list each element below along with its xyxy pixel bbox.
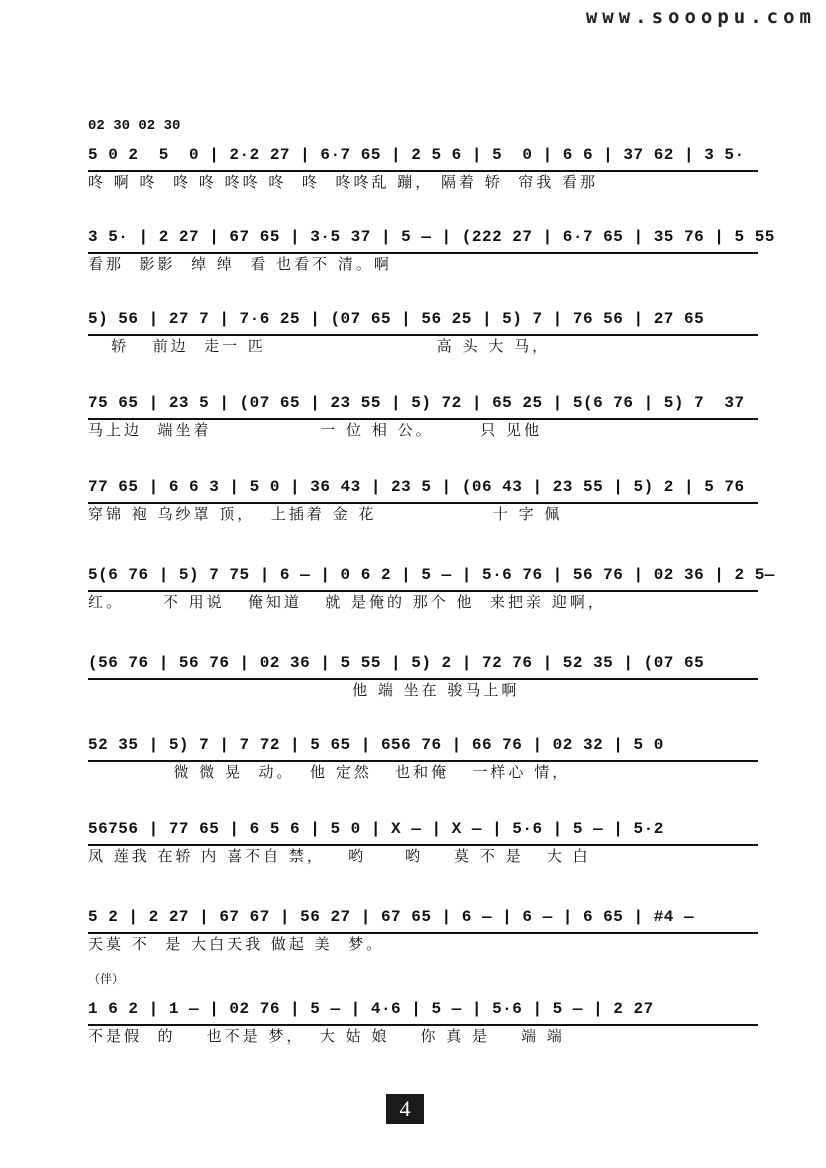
notes-text: 1 6 2 | 1 — | 02 76 | 5 — | 4·6 | 5 — | 5·6 | 5 — | 2 27 (88, 1000, 654, 1018)
numbered-notes (88, 902, 758, 934)
accompaniment-mark: （伴） (88, 972, 125, 986)
numbered-notes (88, 304, 758, 336)
notes-text: 75 65 | 23 5 | (07 65 | 23 55 | 5) 72 | 65 25 | 5(6 76 | 5) 7 37 (88, 394, 745, 412)
lyrics-line: 穿锦 袍 乌纱罩 顶， 上插着 金 花 十 字 佩 (88, 505, 563, 523)
lyrics-line: 看那 影影 绰 绰 看 也看不 清。啊 (88, 255, 392, 273)
notes-text: 5(6 76 | 5) 7 75 | 6 — | 0 6 2 | 5 — | 5·6 76 | 56 76 | 02 36 | 2 5— (88, 566, 775, 584)
lyrics-line: 红。 不 用说 俺知道 就 是俺的 那个 他 来把亲 迎啊， (88, 593, 606, 611)
lyrics-line: 他 端 坐在 骏马上啊 (88, 681, 520, 699)
numbered-notes (88, 560, 775, 592)
numbered-notes (88, 994, 758, 1026)
notes-text: 3 5· | 2 27 | 67 65 | 3·5 37 | 5 — | (222 27 | 6·7 65 | 35 76 | 5 55 (88, 228, 775, 246)
lyrics-line: 天莫 不 是 大白天我 做起 美 梦。 (88, 935, 385, 953)
page-number: 4 (386, 1094, 424, 1124)
notes-text: 77 65 | 6 6 3 | 5 0 | 36 43 | 23 5 | (06 43 | 23 55 | 5) 2 | 5 76 (88, 478, 745, 496)
notes-text: 5 2 | 2 27 | 67 67 | 56 27 | 67 65 | 6 — | 6 — | 6 65 | #4 — (88, 908, 695, 926)
numbered-notes (88, 648, 758, 680)
lyrics-line: 马上边 端坐着 一 位 相 公。 只 见他 (88, 421, 542, 439)
numbered-notes (88, 140, 758, 172)
notes-text: 56756 | 77 65 | 6 5 6 | 5 0 | X — | X — | 5·6 | 5 — | 5·2 (88, 820, 664, 838)
notes-text: (56 76 | 56 76 | 02 36 | 5 55 | 5) 2 | 72 76 | 52 35 | (07 65 (88, 654, 705, 672)
lyrics-line: 咚 啊 咚 咚 咚 咚咚 咚 咚 咚咚乱 蹦， 隔着 轿 帘我 看那 (88, 173, 599, 191)
lyrics-line: 凤 莲我 在轿 内 喜不自 禁， 哟 哟 莫 不 是 大 白 (88, 847, 591, 865)
numbered-notes (88, 472, 758, 504)
site-watermark: www.sooopu.com (585, 6, 816, 28)
lyrics-line: 微 微 晃 动。 他 定然 也和俺 一样心 情， (88, 763, 571, 781)
numbered-notes (88, 222, 775, 254)
second-part-notes: 02 30 02 30 (88, 118, 181, 134)
notes-text: 52 35 | 5) 7 | 7 72 | 5 65 | 656 76 | 66 76 | 02 32 | 5 0 (88, 736, 664, 754)
notes-text: 5) 56 | 27 7 | 7·6 25 | (07 65 | 56 25 | 5) 7 | 76 56 | 27 65 (88, 310, 705, 328)
lyrics-line: 不是假 的 也不是 梦， 大 姑 娘 你 真 是 端 端 (88, 1027, 565, 1045)
numbered-notes (88, 730, 758, 762)
numbered-notes (88, 814, 758, 846)
notes-text: 5 0 2 5 0 | 2·2 27 | 6·7 65 | 2 5 6 | 5 0 | 6 6 | 37 62 | 3 5· (88, 146, 745, 164)
numbered-notes (88, 388, 758, 420)
lyrics-line: 轿 前边 走一 匹 高 头 大 马， (88, 337, 551, 355)
